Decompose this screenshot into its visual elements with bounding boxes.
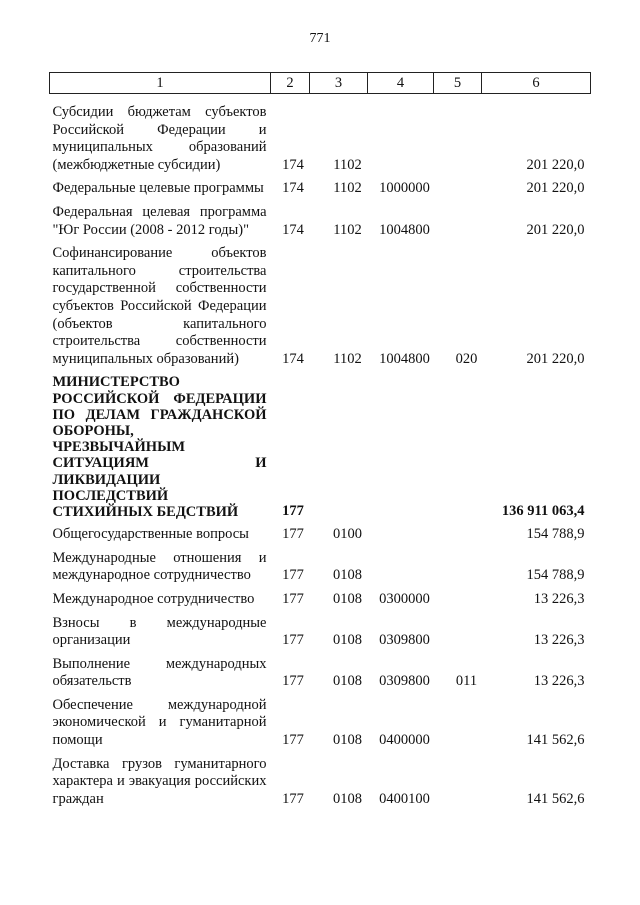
section-code: 0108	[333, 567, 362, 584]
header-col-6: 6	[482, 73, 591, 94]
amount: 201 220,0	[526, 156, 585, 173]
amount: 201 220,0	[526, 180, 585, 197]
table-row	[50, 239, 591, 368]
section-code: 0108	[333, 590, 362, 607]
expense-type-code	[434, 544, 482, 585]
row-name: Софинансирование объектов капитального строительства государственной собственности субъектов Российской Федерации (объектов капитального строительства собственности муниципальных образований)	[52, 245, 267, 367]
expense-type-code	[434, 520, 482, 544]
target-article-code: 1000000	[379, 180, 430, 197]
target-article-code: 1004800	[379, 221, 430, 238]
page-number: 771	[309, 31, 331, 46]
target-article-code	[368, 368, 434, 520]
target-article-code: 0309800	[379, 673, 430, 690]
target-article-code	[368, 94, 434, 175]
ministry-code: 174	[282, 350, 304, 367]
header-col-1: 1	[50, 73, 271, 94]
ministry-code: 177	[282, 732, 304, 749]
target-article-code: 1004800	[379, 350, 430, 367]
table-row	[50, 585, 591, 609]
header-col-4: 4	[368, 73, 434, 94]
row-name: Доставка грузов гуманитарного характера и эвакуация российских граждан	[52, 755, 267, 807]
target-article-code	[368, 520, 434, 544]
row-name: Международное сотрудничество	[52, 590, 255, 607]
ministry-code: 177	[282, 526, 304, 543]
row-name: Обеспечение международной экономической и гуманитарной помощи	[52, 696, 267, 749]
section-code: 0100	[333, 526, 362, 543]
section-code: 0108	[333, 732, 362, 749]
ministry-code: 177	[282, 632, 304, 649]
table-row	[50, 750, 591, 809]
ministry-code: 174	[282, 180, 304, 197]
ministry-code: 177	[282, 590, 304, 607]
target-article-code	[368, 544, 434, 585]
section-code: 0108	[333, 632, 362, 649]
section-code: 1102	[333, 156, 362, 173]
expense-type-code	[434, 174, 482, 198]
row-name: МИНИСТЕРСТВО РОССИЙСКОЙ ФЕДЕРАЦИИ ПО ДЕЛАМ ГРАЖДАНСКОЙ ОБОРОНЫ, ЧРЕЗВЫЧАЙНЫМ СИТУАЦИЯМ И ЛИКВИДАЦИИ ПОСЛЕДСТВИЙ СТИХИЙНЫХ БЕДСТВИЙ	[52, 374, 267, 520]
row-name: Субсидии бюджетам субъектов Российской Федерации и муниципальных образований (межбюджетные субсидии)	[52, 104, 267, 173]
table-row	[50, 691, 591, 750]
table-row	[50, 94, 591, 175]
amount: 201 220,0	[526, 350, 585, 367]
row-name: Международные отношения и международное сотрудничество	[52, 549, 267, 584]
section-code: 0108	[333, 673, 362, 690]
budget-table	[49, 72, 591, 808]
header-col-5: 5	[434, 73, 482, 94]
section-code: 1102	[333, 180, 362, 197]
ministry-code: 174	[282, 156, 304, 173]
amount: 136 911 063,4	[501, 502, 585, 519]
section-code: 1102	[333, 221, 362, 238]
ministry-code: 174	[282, 221, 304, 238]
table-header	[50, 73, 591, 94]
table-row	[50, 174, 591, 198]
table-row	[50, 520, 591, 544]
section-code: 1102	[333, 350, 362, 367]
row-name: Взносы в международные организации	[52, 614, 267, 649]
target-article-code: 0309800	[379, 632, 430, 649]
header-col-3: 3	[310, 73, 368, 94]
expense-type-code	[434, 368, 482, 520]
amount: 141 562,6	[526, 790, 585, 807]
header-col-2: 2	[271, 73, 310, 94]
amount: 13 226,3	[533, 673, 585, 690]
table-row	[50, 198, 591, 239]
ministry-code: 177	[282, 790, 304, 807]
expense-type-code	[434, 585, 482, 609]
amount: 141 562,6	[526, 732, 585, 749]
amount: 154 788,9	[526, 567, 585, 584]
table-row	[50, 544, 591, 585]
expense-type-code	[434, 609, 482, 650]
row-name: Федеральные целевые программы	[52, 180, 264, 197]
expense-type-code	[434, 94, 482, 175]
section-code	[310, 368, 368, 520]
amount: 13 226,3	[533, 632, 585, 649]
target-article-code: 0400100	[379, 790, 430, 807]
ministry-code: 177	[282, 567, 304, 584]
expense-type-code: 020	[455, 350, 478, 367]
row-name: Федеральная целевая программа "Юг России (2008 - 2012 годы)"	[52, 203, 267, 238]
table-body	[50, 94, 591, 809]
expense-type-code	[434, 691, 482, 750]
table-row	[50, 368, 591, 520]
target-article-code: 0300000	[379, 590, 430, 607]
amount: 201 220,0	[526, 221, 585, 238]
table-row	[50, 650, 591, 691]
expense-type-code	[434, 198, 482, 239]
expense-type-code: 011	[455, 673, 478, 690]
target-article-code: 0400000	[379, 732, 430, 749]
ministry-code: 177	[282, 673, 304, 690]
amount: 154 788,9	[526, 526, 585, 543]
amount: 13 226,3	[533, 590, 585, 607]
section-code: 0108	[333, 790, 362, 807]
table-row	[50, 609, 591, 650]
expense-type-code	[434, 750, 482, 809]
row-name: Выполнение международных обязательств	[52, 655, 267, 690]
row-name: Общегосударственные вопросы	[52, 526, 249, 543]
ministry-code: 177	[282, 502, 304, 519]
